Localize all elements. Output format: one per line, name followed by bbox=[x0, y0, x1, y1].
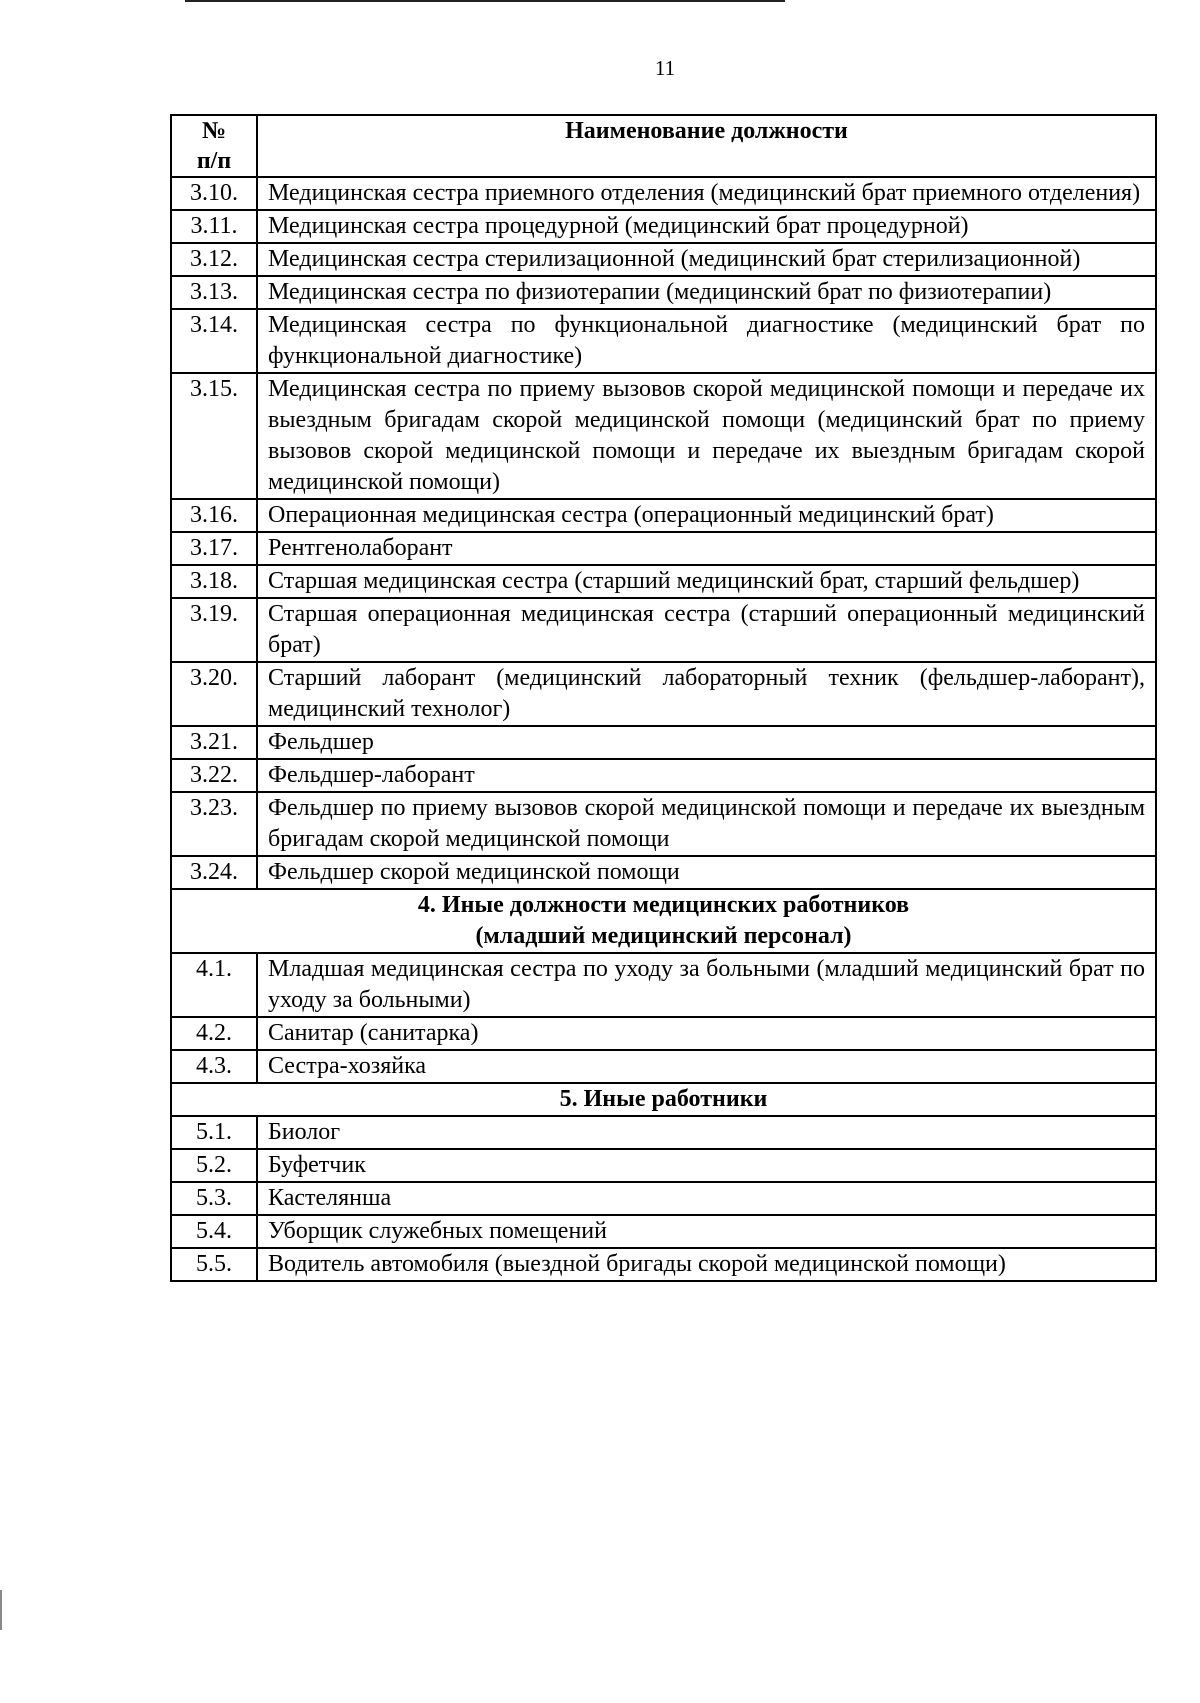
position-name: Рентгенолаборант bbox=[257, 532, 1156, 565]
row-number: 3.11. bbox=[171, 210, 257, 243]
table-header-row bbox=[171, 115, 1156, 177]
scan-edge-mark bbox=[0, 1590, 2, 1630]
row-number: 3.19. bbox=[171, 598, 257, 662]
row-number: 5.5. bbox=[171, 1248, 257, 1281]
row-number: 3.21. bbox=[171, 726, 257, 759]
section-4-title-line2: (младший медицинский персонал) bbox=[475, 923, 852, 949]
row-number: 3.13. bbox=[171, 276, 257, 309]
position-name: Медицинская сестра по функциональной диагностике (медицинский брат по функциональной диагностике) bbox=[257, 309, 1156, 373]
top-border-line-short bbox=[755, 0, 785, 2]
position-name: Санитар (санитарка) bbox=[257, 1017, 1156, 1050]
position-name: Уборщик служебных помещений bbox=[257, 1215, 1156, 1248]
table-row bbox=[171, 210, 1156, 243]
number-header-line1: № bbox=[201, 118, 227, 144]
position-name: Фельдшер-лаборант bbox=[257, 759, 1156, 792]
position-name: Медицинская сестра приемного отделения (медицинский брат приемного отделения) bbox=[257, 177, 1156, 210]
table-row bbox=[171, 243, 1156, 276]
position-name: Медицинская сестра по физиотерапии (медицинский брат по физиотерапии) bbox=[257, 276, 1156, 309]
position-name: Водитель автомобиля (выездной бригады скорой медицинской помощи) bbox=[257, 1248, 1156, 1281]
section-5-heading-row bbox=[171, 1083, 1156, 1116]
table-row bbox=[171, 499, 1156, 532]
table-row bbox=[171, 953, 1156, 1017]
table-row bbox=[171, 856, 1156, 889]
position-name: Фельдшер скорой медицинской помощи bbox=[257, 856, 1156, 889]
table-row bbox=[171, 1149, 1156, 1182]
table-row bbox=[171, 373, 1156, 499]
section-4-title-line1: 4. Иные должности медицинских работников bbox=[417, 892, 910, 918]
table-row bbox=[171, 1116, 1156, 1149]
table-row bbox=[171, 598, 1156, 662]
row-number: 3.14. bbox=[171, 309, 257, 373]
position-name: Младшая медицинская сестра по уходу за больными (младший медицинский брат по уходу за больными) bbox=[257, 953, 1156, 1017]
page-number: 11 bbox=[654, 56, 676, 80]
row-number: 3.16. bbox=[171, 499, 257, 532]
row-number: 3.20. bbox=[171, 662, 257, 726]
positions-table bbox=[170, 114, 1157, 1282]
table-row bbox=[171, 532, 1156, 565]
row-number: 5.4. bbox=[171, 1215, 257, 1248]
position-name: Буфетчик bbox=[257, 1149, 1156, 1182]
position-name: Старший лаборант (медицинский лабораторный техник (фельдшер-лаборант), медицинский технолог) bbox=[257, 662, 1156, 726]
row-number: 5.2. bbox=[171, 1149, 257, 1182]
table-row bbox=[171, 276, 1156, 309]
row-number: 3.15. bbox=[171, 373, 257, 499]
row-number: 4.1. bbox=[171, 953, 257, 1017]
row-number: 3.10. bbox=[171, 177, 257, 210]
section-4-heading bbox=[171, 889, 1156, 953]
position-name: Медицинская сестра стерилизационной (медицинский брат стерилизационной) bbox=[257, 243, 1156, 276]
row-number: 3.12. bbox=[171, 243, 257, 276]
position-name: Сестра-хозяйка bbox=[257, 1050, 1156, 1083]
row-number: 5.1. bbox=[171, 1116, 257, 1149]
section-4-heading-row bbox=[171, 889, 1156, 953]
table-row bbox=[171, 1182, 1156, 1215]
table-row bbox=[171, 726, 1156, 759]
table-row bbox=[171, 1215, 1156, 1248]
section-5-heading: 5. Иные работники bbox=[171, 1083, 1156, 1116]
table-row bbox=[171, 565, 1156, 598]
table-row bbox=[171, 662, 1156, 726]
table-row bbox=[171, 1248, 1156, 1281]
position-name: Биолог bbox=[257, 1116, 1156, 1149]
table-row bbox=[171, 792, 1156, 856]
position-name: Старшая операционная медицинская сестра (старший операционный медицинский брат) bbox=[257, 598, 1156, 662]
table-row bbox=[171, 1017, 1156, 1050]
row-number: 3.17. bbox=[171, 532, 257, 565]
position-name-column-header: Наименование должности bbox=[257, 115, 1156, 177]
number-column-header bbox=[171, 115, 257, 177]
row-number: 4.3. bbox=[171, 1050, 257, 1083]
position-name: Медицинская сестра по приему вызовов скорой медицинской помощи и передаче их выездным бригадам скорой медицинской помощи (медицинский брат по приему вызовов скорой медицинской помощи и передаче их выездным бригадам скорой медицинской помощи) bbox=[257, 373, 1156, 499]
top-border-line bbox=[185, 0, 755, 2]
row-number: 3.23. bbox=[171, 792, 257, 856]
position-name: Фельдшер bbox=[257, 726, 1156, 759]
row-number: 3.22. bbox=[171, 759, 257, 792]
row-number: 3.18. bbox=[171, 565, 257, 598]
table-row bbox=[171, 177, 1156, 210]
number-header-line2: п/п bbox=[196, 148, 232, 174]
position-name: Операционная медицинская сестра (операционный медицинский брат) bbox=[257, 499, 1156, 532]
row-number: 4.2. bbox=[171, 1017, 257, 1050]
position-name: Кастелянша bbox=[257, 1182, 1156, 1215]
row-number: 3.24. bbox=[171, 856, 257, 889]
table-row bbox=[171, 309, 1156, 373]
position-name: Медицинская сестра процедурной (медицинский брат процедурной) bbox=[257, 210, 1156, 243]
position-name: Фельдшер по приему вызовов скорой медицинской помощи и передаче их выездным бригадам скорой медицинской помощи bbox=[257, 792, 1156, 856]
row-number: 5.3. bbox=[171, 1182, 257, 1215]
table-row bbox=[171, 1050, 1156, 1083]
table-row bbox=[171, 759, 1156, 792]
position-name: Старшая медицинская сестра (старший медицинский брат, старший фельдшер) bbox=[257, 565, 1156, 598]
